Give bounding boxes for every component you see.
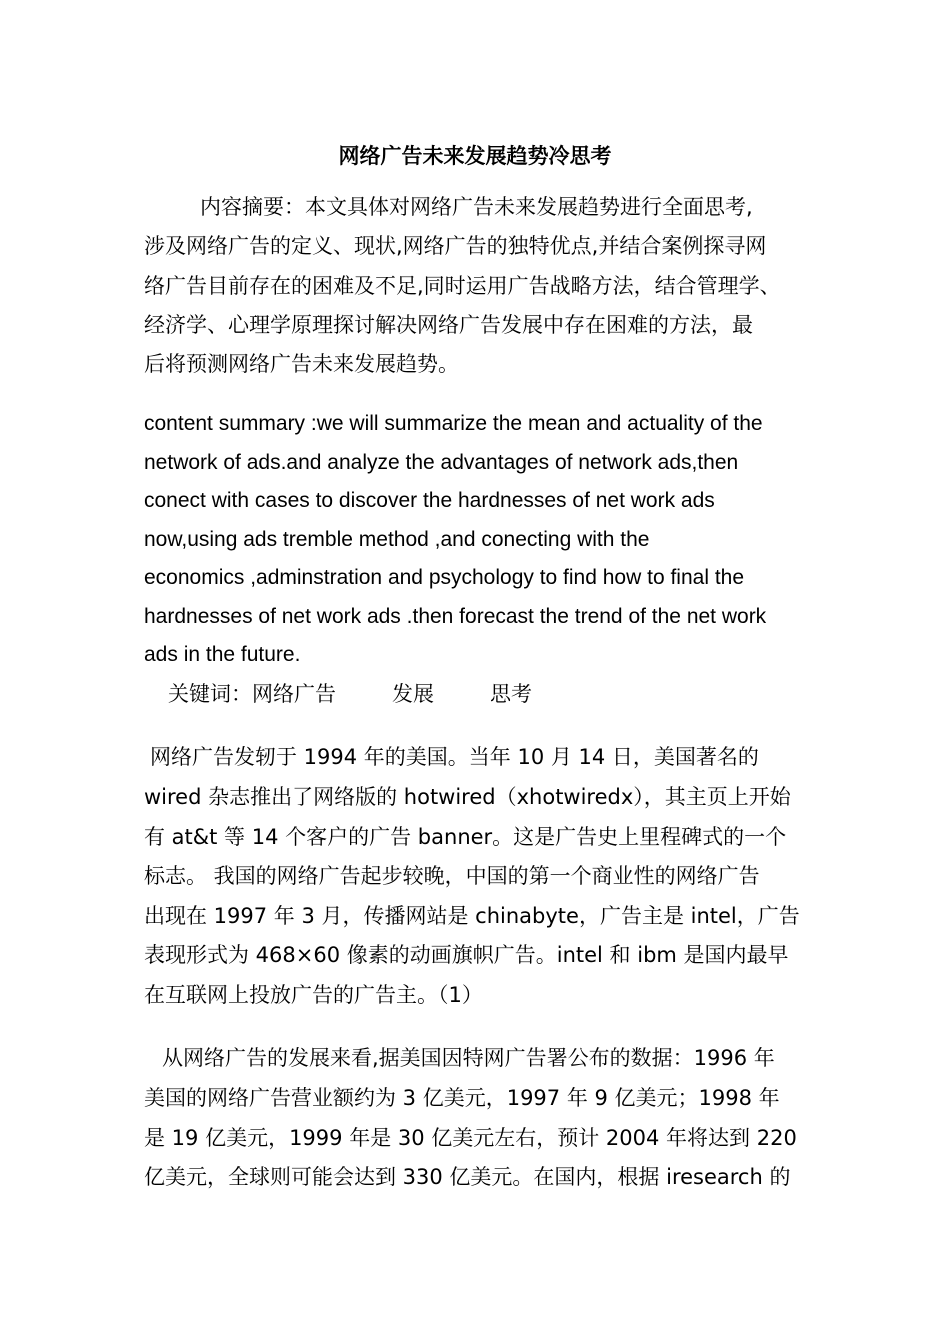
abstract-en-line: hardnesses of net work ads .then forecast the trend of the net work [144,605,767,628]
paragraph-line: wired 杂志推出了网络版的 hotwired（xhotwiredx），其主页上开始 [144,785,791,809]
paragraph-line: 有 at&t 等 14 个客户的广告 banner。这是广告史上里程碑式的一个 [144,825,787,849]
paragraph-line: 从网络广告的发展来看,据美国因特网广告署公布的数据：1996 年 [162,1046,775,1070]
abstract-cn-line: 经济学、心理学原理探讨解决网络广告发展中存在困难的方法，最 [144,313,753,337]
paragraph-line: 出现在 1997 年 3 月，传播网站是 chinabyte，广告主是 intel，广告 [144,904,800,928]
abstract-en-line: network of ads.and analyze the advantages of network ads,then [144,451,739,474]
paragraph-line: 表现形式为 468×60 像素的动画旗帜广告。intel 和 ibm 是国内最早 [144,943,789,967]
keyword-item: 网络广告 [252,682,336,706]
paragraph-line: 在互联网上投放广告的广告主。（1） [144,983,483,1007]
paragraph-line: 网络广告发轫于 1994 年的美国。当年 10 月 14 日，美国著名的 [150,745,759,769]
paragraph-line: 美国的网络广告营业额约为 3 亿美元，1997 年 9 亿美元；1998 年 [144,1086,780,1110]
abstract-en-line: now,using ads tremble method ,and conecting with the [144,528,650,551]
paragraph-line: 标志。 我国的网络广告起步较晚，中国的第一个商业性的网络广告 [144,864,760,888]
abstract-cn-line: 涉及网络广告的定义、现状,网络广告的独特优点,并结合案例探寻网 [144,234,767,258]
abstract-cn-line: 后将预测网络广告未来发展趋势。 [144,352,459,376]
keyword-item: 思考 [490,682,532,706]
abstract-en-line: ads in the future. [144,643,301,666]
abstract-en-line: conect with cases to discover the hardnesses of net work ads [144,489,715,512]
abstract-cn-line: 络广告目前存在的困难及不足,同时运用广告战略方法，结合管理学、 [144,274,781,298]
keywords-line [168,682,532,706]
abstract-en-line: economics ,adminstration and psychology to find how to final the [144,566,745,589]
paragraph-line: 是 19 亿美元，1999 年是 30 亿美元左右，预计 2004 年将达到 220 [144,1126,797,1150]
keyword-item: 发展 [392,682,434,706]
paragraph-line: 亿美元，全球则可能会达到 330 亿美元。在国内，根据 iresearch 的 [144,1165,791,1189]
abstract-cn-line: 内容摘要：本文具体对网络广告未来发展趋势进行全面思考, [200,195,753,219]
abstract-en-line: content summary :we will summarize the mean and actuality of the [144,412,763,435]
keywords-label: 关键词： [168,682,252,706]
document-title: 网络广告未来发展趋势冷思考 [338,144,612,168]
